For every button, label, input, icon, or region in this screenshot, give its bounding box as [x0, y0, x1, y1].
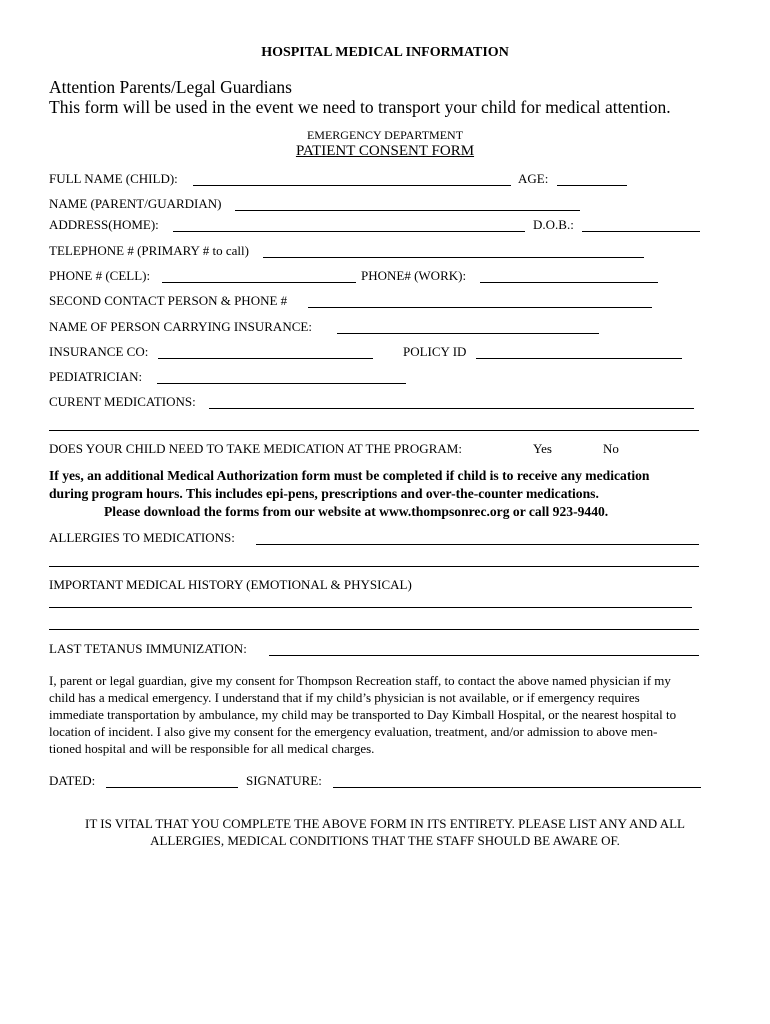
medical-history-field[interactable] [49, 607, 692, 608]
allergies-label: ALLERGIES TO MEDICATIONS: [49, 530, 235, 545]
department-label: EMERGENCY DEPARTMENT [306, 128, 464, 142]
page-title: HOSPITAL MEDICAL INFORMATION [261, 45, 509, 60]
policy-id-field[interactable] [476, 358, 682, 359]
allergies-field[interactable] [256, 544, 699, 545]
full-name-field[interactable] [193, 185, 511, 186]
dob-field[interactable] [582, 231, 700, 232]
pediatrician-label: PEDIATRICIAN: [49, 369, 143, 384]
medical-history-field-line-2[interactable] [49, 629, 699, 630]
consent-line-3: immediate transportation by ambulance, my child may be transported to Day Kimball Hospital, or the nearest hospital to [49, 707, 677, 722]
footer-line-1: IT IS VITAL THAT YOU COMPLETE THE ABOVE FORM IN ITS ENTIRETY. PLEASE LIST ANY AND ALL [85, 816, 685, 831]
address-field[interactable] [173, 231, 525, 232]
medications-field-line-2[interactable] [49, 430, 699, 431]
signature-label: SIGNATURE: [246, 773, 322, 788]
consent-line-2: child has a medical emergency. I understand that if my child’s physician is not available, or if emergency requires [49, 690, 640, 705]
signature-field[interactable] [333, 787, 701, 788]
insurance-carrier-label: NAME OF PERSON CARRYING INSURANCE: [49, 319, 312, 334]
consent-line-1: I, parent or legal guardian, give my consent for Thompson Recreation staff, to contact the above named physician if my [49, 673, 671, 688]
pediatrician-field[interactable] [157, 383, 406, 384]
insurance-company-label: INSURANCE CO: [49, 344, 149, 359]
medication-question: DOES YOUR CHILD NEED TO TAKE MEDICATION AT THE PROGRAM: [49, 441, 462, 456]
medications-field[interactable] [209, 408, 694, 409]
second-contact-field[interactable] [308, 307, 652, 308]
consent-line-5: tioned hospital and will be responsible for all medical charges. [49, 741, 375, 756]
allergies-field-line-2[interactable] [49, 566, 699, 567]
parent-name-label: NAME (PARENT/GUARDIAN) [49, 196, 222, 211]
notice-line-2: during program hours. This includes epi-pens, prescriptions and over-the-counter medications. [49, 486, 599, 501]
notice-line-1: If yes, an additional Medical Authorization form must be completed if child is to receive any medication [49, 468, 650, 483]
no-option[interactable]: No [603, 441, 619, 456]
telephone-field[interactable] [263, 257, 644, 258]
insurance-company-field[interactable] [158, 358, 373, 359]
work-phone-field[interactable] [480, 282, 658, 283]
full-name-label: FULL NAME (CHILD): [49, 171, 178, 186]
footer-line-2: ALLERGIES, MEDICAL CONDITIONS THAT THE STAFF SHOULD BE AWARE OF. [150, 833, 620, 848]
attention-heading: Attention Parents/Legal Guardians [49, 77, 292, 97]
form-name: PATIENT CONSENT FORM [295, 143, 475, 159]
purpose-text: This form will be used in the event we need to transport your child for medical attention. [49, 97, 671, 117]
tetanus-label: LAST TETANUS IMMUNIZATION: [49, 641, 247, 656]
work-phone-label: PHONE# (WORK): [361, 268, 467, 283]
tetanus-field[interactable] [269, 655, 699, 656]
policy-id-label: POLICY ID [403, 344, 467, 359]
notice-line-3: Please download the forms from our website at www.thompsonrec.org or call 923-9440. [104, 504, 609, 519]
age-field[interactable] [557, 185, 627, 186]
consent-line-4: location of incident. I also give my consent for the emergency evaluation, treatment, and/or admission to above men- [49, 724, 658, 739]
address-label: ADDRESS(HOME): [49, 217, 159, 232]
dated-field[interactable] [106, 787, 238, 788]
parent-name-field[interactable] [235, 210, 580, 211]
telephone-label: TELEPHONE # (PRIMARY # to call) [49, 243, 249, 258]
second-contact-label: SECOND CONTACT PERSON & PHONE # [49, 293, 288, 308]
yes-option[interactable]: Yes [533, 441, 552, 456]
age-label: AGE: [518, 171, 549, 186]
cell-phone-field[interactable] [162, 282, 356, 283]
medications-label: CURENT MEDICATIONS: [49, 394, 196, 409]
dob-label: D.O.B.: [533, 217, 574, 232]
dated-label: DATED: [49, 773, 96, 788]
insurance-carrier-field[interactable] [337, 333, 599, 334]
cell-phone-label: PHONE # (CELL): [49, 268, 151, 283]
medical-history-label: IMPORTANT MEDICAL HISTORY (EMOTIONAL & PHYSICAL) [49, 577, 412, 592]
